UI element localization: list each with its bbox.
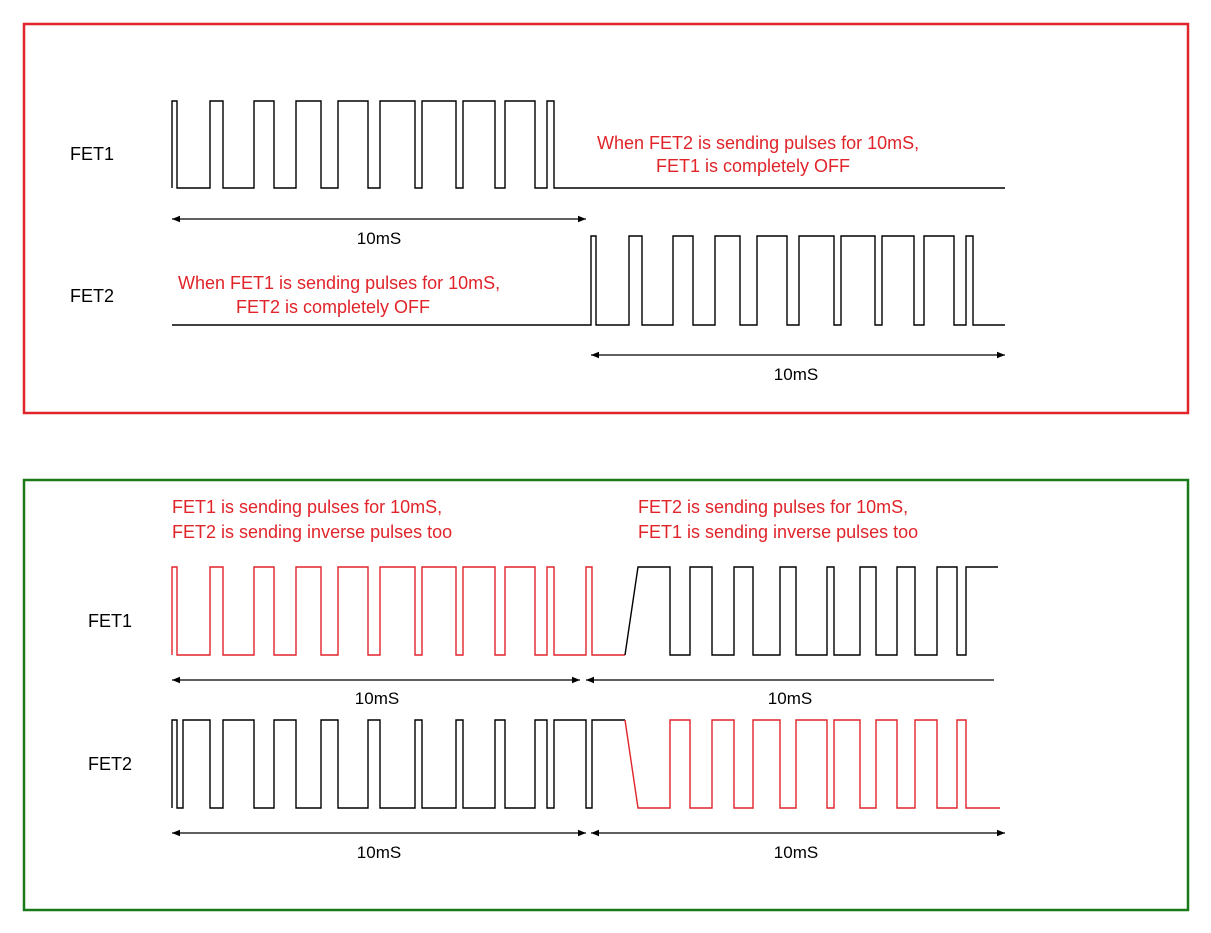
bottom-fet1-label: FET1 xyxy=(88,611,133,631)
top-note-fet2-line2: FET1 is completely OFF xyxy=(656,156,851,176)
bottom-fet2-duration-label-a: 10mS xyxy=(356,843,402,862)
top-fet1-label: FET1 xyxy=(70,144,115,164)
bottom-fet1-waveform-black xyxy=(625,567,998,655)
bottom-note-right-line1: FET2 is sending pulses for 10mS, xyxy=(638,497,909,517)
bottom-note-left-line1: FET1 is sending pulses for 10mS, xyxy=(172,497,443,517)
top-duration-label-2: 10mS xyxy=(773,365,819,384)
top-panel xyxy=(24,24,1188,413)
bottom-note-left-line2: FET2 is sending inverse pulses too xyxy=(172,522,453,542)
top-note-fet1-line1: When FET1 is sending pulses for 10mS, xyxy=(178,273,501,293)
bottom-fet1-waveform-red xyxy=(172,567,625,655)
bottom-fet2-duration-label-b: 10mS xyxy=(773,843,819,862)
top-fet2-label: FET2 xyxy=(70,286,115,306)
bottom-note-right-line2: FET1 is sending inverse pulses too xyxy=(638,522,919,542)
bottom-fet2-waveform-black xyxy=(172,720,625,808)
top-note-fet2-line1: When FET2 is sending pulses for 10mS, xyxy=(597,133,920,153)
bottom-fet1-duration-label-b: 10mS xyxy=(767,689,813,708)
bottom-fet2-waveform-red xyxy=(625,720,1000,808)
bottom-fet1-duration-label-a: 10mS xyxy=(354,689,400,708)
top-note-fet1-line2: FET2 is completely OFF xyxy=(236,297,431,317)
bottom-panel-frame xyxy=(24,480,1188,910)
top-duration-label-1: 10mS xyxy=(356,229,402,248)
bottom-panel xyxy=(24,480,1188,910)
bottom-fet2-label: FET2 xyxy=(88,754,133,774)
